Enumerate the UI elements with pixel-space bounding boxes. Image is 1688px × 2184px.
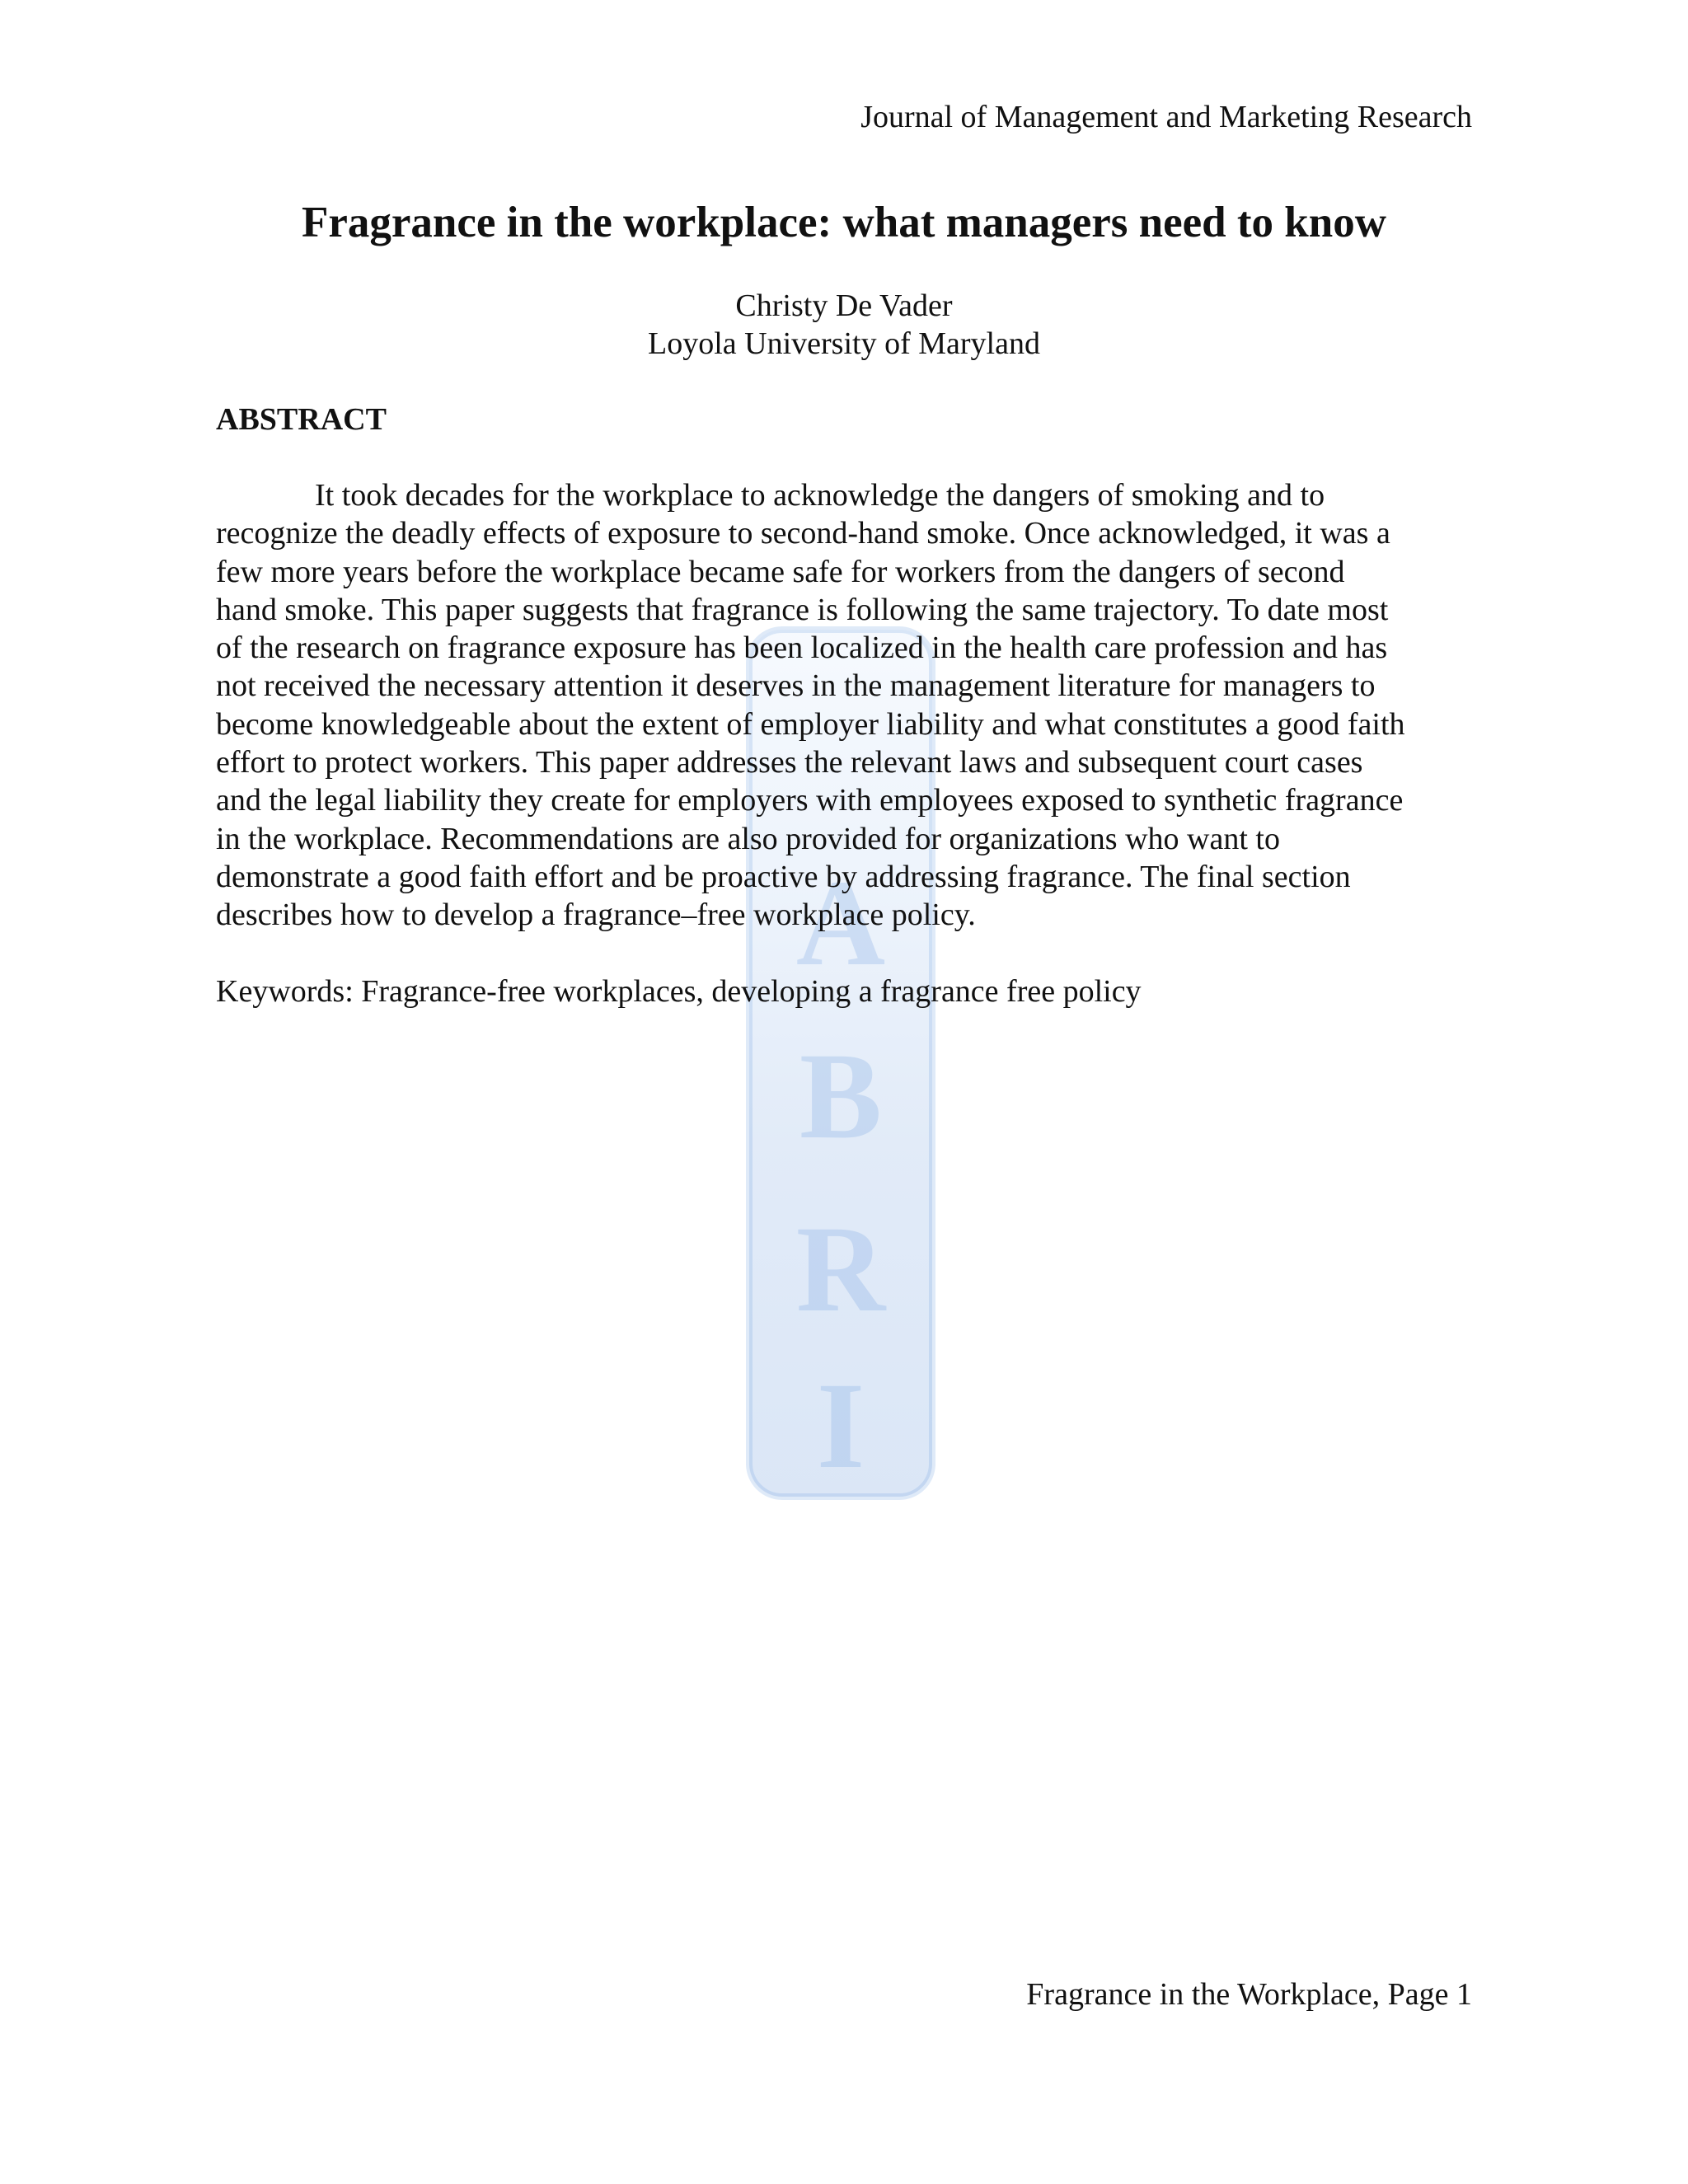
abstract-line: and the legal liability they create for employers with employees exposed to synthetic fragrance bbox=[216, 783, 1404, 818]
keywords-line: Keywords: Fragrance-free workplaces, developing a fragrance free policy bbox=[216, 974, 1142, 1009]
abstract-line: few more years before the workplace became safe for workers from the dangers of second bbox=[216, 554, 1345, 589]
author-name: Christy De Vader bbox=[735, 288, 953, 323]
abstract-paragraph bbox=[216, 476, 1472, 935]
abstract-line: in the workplace. Recommendations are also provided for organizations who want to bbox=[216, 821, 1280, 856]
author-affiliation: Loyola University of Maryland bbox=[648, 326, 1040, 361]
byline bbox=[216, 287, 1472, 363]
watermark-letter: A bbox=[795, 855, 886, 991]
abstract-line: become knowledgeable about the extent of employer liability and what constitutes a good faith bbox=[216, 706, 1405, 742]
abstract-line: recognize the deadly effects of exposure to second-hand smoke. Once acknowledged, it was a bbox=[216, 516, 1390, 551]
abstract-line: hand smoke. This paper suggests that fragrance is following the same trajectory. To date most bbox=[216, 592, 1389, 627]
abstract-line: demonstrate a good faith effort and be proactive by addressing fragrance. The final section bbox=[216, 859, 1351, 894]
abstract-heading: ABSTRACT bbox=[216, 402, 387, 437]
watermark-letter: I bbox=[816, 1357, 865, 1494]
watermark-letter: B bbox=[799, 1028, 883, 1165]
running-footer: Fragrance in the Workplace, Page 1 bbox=[1026, 1977, 1472, 2012]
abstract-line: of the research on fragrance exposure has been localized in the health care profession and has bbox=[216, 630, 1388, 666]
abstract-line: not received the necessary attention it deserves in the management literature for managers to bbox=[216, 668, 1376, 704]
article-title: Fragrance in the workplace: what managers need to know bbox=[301, 199, 1387, 246]
abstract-line: describes how to develop a fragrance–free workplace policy. bbox=[216, 898, 976, 933]
abstract-line: effort to protect workers. This paper addresses the relevant laws and subsequent court cases bbox=[216, 745, 1363, 780]
running-header: Journal of Management and Marketing Research bbox=[860, 100, 1472, 134]
watermark-letter: R bbox=[795, 1201, 886, 1338]
abstract-line: It took decades for the workplace to acknowledge the dangers of smoking and to bbox=[315, 478, 1325, 513]
